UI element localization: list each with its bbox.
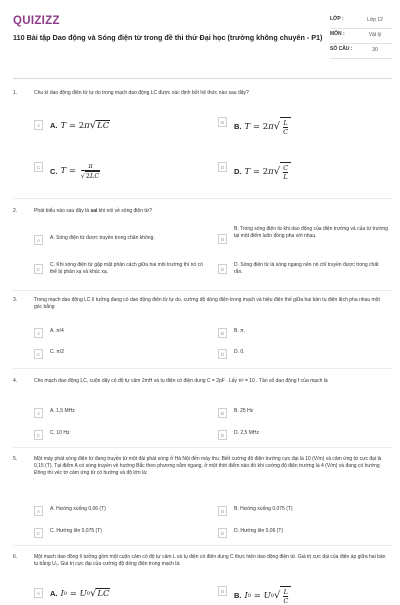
- option-a[interactable]: [34, 120, 110, 131]
- option-key: D: [218, 349, 227, 359]
- option-c[interactable]: [34, 262, 209, 275]
- option-key: A: [34, 588, 43, 598]
- option-formula: B. T = 2 π √ $\frac{L}{C}$: [234, 117, 291, 136]
- option-key: A: [34, 408, 43, 418]
- option-key: C: [34, 264, 43, 274]
- question-divider: [13, 290, 392, 291]
- option-a[interactable]: [34, 235, 204, 245]
- option-a[interactable]: [34, 408, 75, 418]
- option-formula: A. I 0 = U 0 √ LC: [50, 587, 110, 599]
- option-b[interactable]: [218, 586, 291, 605]
- option-text: A. π/4: [50, 328, 64, 334]
- option-text: B. Hướng xuống 0,075 (T): [234, 506, 293, 512]
- question-divider: [13, 545, 392, 546]
- question-divider: [13, 198, 392, 199]
- option-key: C: [34, 162, 43, 172]
- option-key: A: [34, 235, 43, 245]
- question-text: Một mạch dao động lí tưởng gồm một cuộn cảm có độ tự cảm L và tụ điện có điện dung C thực hiện dao động điện từ. Giá trị cực đại của điện áp giữa hai bản tụ bằng U₀. Giá trị cực đại của cường độ dòng điện trong mạch là:: [34, 554, 386, 567]
- option-formula: D. T = 2 π √ $\frac{C}{L}$: [234, 162, 291, 181]
- option-key: B: [218, 586, 227, 596]
- class-row: [330, 14, 392, 29]
- question-text: Trong mạch dao động LC lí tưởng đang có dao động điện từ tự do, cường độ dòng điện trong mạch và hiệu điện thế giữa hai bản tụ điện lệch pha nhau một góc bằng: [34, 297, 380, 310]
- option-key: B: [218, 328, 227, 338]
- option-a[interactable]: [34, 328, 64, 338]
- option-text: C. 10 Hz: [50, 430, 70, 436]
- question-divider: [13, 368, 392, 369]
- option-text: A. Hướng xuống 0,06 (T): [50, 506, 106, 512]
- count-label: SỐ CÂU :: [330, 46, 353, 52]
- question-number: 1.: [13, 90, 18, 96]
- question-text: Một máy phát sóng điện từ đang truyền từ một đài phát sóng ở Hà Nội đến máy thu. Biết cường độ điện trường cực đại là 10 (V/m) và cảm ứng từ cực đại là 0,15 (T). Tại điểm A có sóng truyền về hướng Bắc theo phương nằm ngang, ở một thời điểm nào đó khi cường độ điện trường là 4 (V/m) và đang có hướng Đông thì véc tơ cảm ứng từ có hướng và độ lớn là:: [34, 456, 382, 476]
- option-key: C: [34, 430, 43, 440]
- count-value: 30: [372, 47, 378, 53]
- option-d[interactable]: [218, 162, 291, 181]
- option-b[interactable]: [218, 226, 388, 244]
- question-text: Cho mạch dao động LC, cuộn dây có độ tự cảm 2mH và tụ điện có điện dung C = 2pF . Lấy π² = 10 . Tần số dao động f của mạch là: [34, 378, 328, 384]
- option-text: D. 0.: [234, 349, 245, 355]
- option-c[interactable]: [34, 162, 102, 180]
- worksheet-meta: [330, 14, 392, 59]
- option-key: D: [218, 162, 227, 172]
- count-row: [330, 44, 392, 59]
- option-key: A: [34, 506, 43, 516]
- option-key: B: [218, 506, 227, 516]
- option-d[interactable]: [218, 528, 283, 538]
- option-a[interactable]: [34, 506, 106, 516]
- option-a[interactable]: [34, 588, 110, 599]
- worksheet-title: 110 Bài tập Dao động và Sóng điện từ trong đề thi thử Đại học (trường không chuyên - P1): [13, 33, 323, 42]
- option-key: D: [218, 528, 227, 538]
- option-b[interactable]: [218, 408, 253, 418]
- subject-label: MÔN :: [330, 31, 345, 37]
- option-c[interactable]: [34, 528, 102, 538]
- question-number: 3.: [13, 297, 18, 303]
- option-text: D. Sóng điện từ là sóng ngang nên nó chỉ truyền được trong chất rắn.: [234, 262, 379, 275]
- option-b[interactable]: [218, 328, 245, 338]
- class-label: LỚP :: [330, 16, 344, 22]
- subject-value: Vật lý: [368, 32, 382, 38]
- option-formula: C. T = $\frac{\pi}{√2LC}$: [50, 162, 100, 180]
- question-number: 5.: [13, 456, 18, 462]
- option-text: A. 1,5 MHz: [50, 408, 75, 414]
- question-number: 6.: [13, 554, 18, 560]
- question-number: 4.: [13, 378, 18, 384]
- question-number: 2.: [13, 208, 18, 214]
- option-key: D: [218, 264, 227, 274]
- option-key: C: [34, 528, 43, 538]
- option-c[interactable]: [34, 349, 64, 359]
- question-text: Chu kì dao động điện từ tự do trong mạch dao động LC được xác định bởi hệ thức nào sau đây?: [34, 90, 249, 96]
- option-key: B: [218, 408, 227, 418]
- option-d[interactable]: [218, 430, 259, 440]
- option-text: C. Khi sóng điện từ gặp mặt phân cách giữa hai môi trường thì nó có thể bị phản xạ và khúc xạ.: [50, 262, 203, 275]
- option-text: B. Trong sóng điện từ khi dao động của điện trường và của từ trường tại một điểm luôn đồng pha với nhau.: [234, 226, 388, 239]
- class-value: Lớp 12: [367, 17, 383, 23]
- option-d[interactable]: [218, 349, 245, 359]
- option-text: D. Hướng lên 0,06 (T): [234, 528, 284, 534]
- option-formula: B. I 0 = U 0 √ $\frac{L}{C}$: [234, 586, 291, 605]
- option-text: B. 25 Hz: [234, 408, 254, 414]
- option-key: B: [218, 234, 227, 244]
- question-text: Phát biểu nào sau đây là sai khi nói về sóng điện từ?: [34, 208, 152, 214]
- option-c[interactable]: [34, 430, 69, 440]
- option-text: C. π/2: [50, 349, 65, 355]
- option-key: D: [218, 430, 227, 440]
- option-key: A: [34, 120, 43, 130]
- subject-row: [330, 29, 392, 44]
- option-text: B. π.: [234, 328, 245, 334]
- option-b[interactable]: [218, 506, 293, 516]
- option-formula: A. T = 2 π √ LC: [50, 119, 110, 131]
- option-key: B: [218, 117, 227, 127]
- question-divider: [13, 447, 392, 448]
- option-text: D. 2,5 MHz: [234, 430, 260, 436]
- option-key: A: [34, 328, 43, 338]
- option-d[interactable]: [218, 262, 388, 275]
- option-text: A. Sóng điện từ được truyền trong chân không.: [50, 235, 155, 241]
- header-divider: [13, 78, 392, 79]
- option-key: C: [34, 349, 43, 359]
- option-text: C. Hướng lên 0,075 (T): [50, 528, 102, 534]
- quizizz-logo: QUIZIZZ: [13, 15, 60, 27]
- option-b[interactable]: [218, 117, 291, 136]
